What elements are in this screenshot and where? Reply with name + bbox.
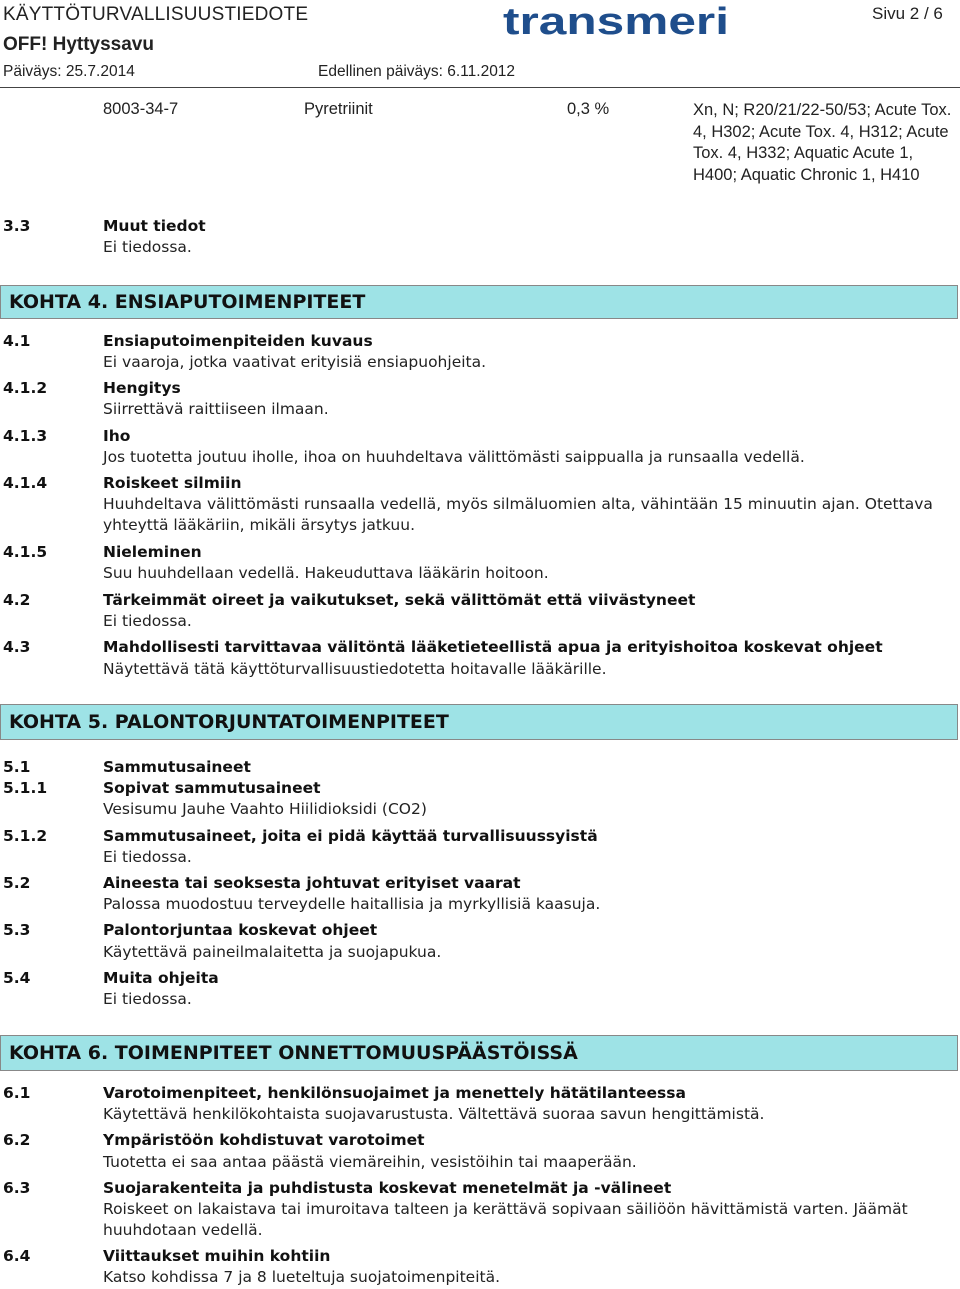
section-text: Tuotetta ei saa antaa päästä viemäreihin, vesistöihin tai maaperään. [103, 1153, 637, 1171]
ingredient-cas: 8003-34-7 [103, 100, 179, 118]
section-number: 5.1.1 [3, 779, 48, 797]
section-number: 4.1 [3, 332, 31, 350]
section-text: Käytettävä henkilökohtaista suojavarustusta. Vältettävä suoraa savun hengittämistä. [103, 1105, 765, 1123]
section-number: 4.2 [3, 591, 31, 609]
section-label: Aineesta tai seoksesta johtuvat erityiset vaarat [103, 874, 521, 892]
section-text: Ei tiedossa. [103, 990, 192, 1008]
section-text: Jos tuotetta joutuu iholle, ihoa on huuhdeltava välittömästi saippualla ja runsaalla vedellä. [103, 448, 805, 466]
section-number: 5.2 [3, 874, 31, 892]
section-number: 5.1.2 [3, 827, 48, 845]
section-label: Nieleminen [103, 543, 202, 561]
section-number: 4.1.3 [3, 427, 48, 445]
section-label: Suojarakenteita ja puhdistusta koskevat menetelmät ja -välineet [103, 1179, 672, 1197]
section-text: Huuhdeltava välittömästi runsaalla vedellä, myös silmäluomien alta, vähintään 15 minuutin ajan. Otettava yhteyttä lääkäriin, mikäli ärsytys jatkuu. [103, 495, 933, 534]
section-label: Tärkeimmät oireet ja vaikutukset, sekä välittömät että viivästyneet [103, 591, 696, 609]
section-label: Palontorjuntaa koskevat ohjeet [103, 921, 378, 939]
section-text: Ei tiedossa. [103, 612, 192, 630]
ingredient-classification: Xn, N; R20/21/22-50/53; Acute Tox. 4, H302; Acute Tox. 4, H312; Acute Tox. 4, H332; Aquatic Acute 1, H400; Aquatic Chronic 1, H410 [693, 101, 952, 184]
section-label: Muut tiedot [103, 217, 206, 235]
section-number: 4.1.5 [3, 543, 48, 561]
page-number: Sivu 2 / 6 [872, 4, 943, 23]
document-title: KÄYTTÖTURVALLISUUSTIEDOTE [3, 4, 309, 25]
section-label: Ensiaputoimenpiteiden kuvaus [103, 332, 373, 350]
section-text: Käytettävä paineilmalaitetta ja suojapukua. [103, 943, 442, 961]
section-label: Sopivat sammutusaineet [103, 779, 321, 797]
section-label: Hengitys [103, 379, 181, 397]
section-label: Ympäristöön kohdistuvat varotoimet [103, 1131, 425, 1149]
section-text: Roiskeet on lakaistava tai imuroitava talteen ja kerättävä sopivaan säiliöön hävittämistä varten. Jäämät huuhdotaan vedellä. [103, 1200, 908, 1239]
section-number: 4.1.4 [3, 474, 48, 492]
section-6-banner [0, 1035, 958, 1071]
section-label: Varotoimenpiteet, henkilönsuojaimet ja menettely hätätilanteessa [103, 1084, 686, 1102]
section-number: 5.4 [3, 969, 31, 987]
previous-date: Edellinen päiväys: 6.11.2012 [318, 63, 516, 80]
section-label: Iho [103, 427, 131, 445]
section-label: Mahdollisesti tarvittavaa välitöntä lääketieteellistä apua ja erityishoitoa koskevat ohjeet [103, 638, 883, 656]
section-label: Viittaukset muihin kohtiin [103, 1247, 331, 1265]
section-label: Muita ohjeita [103, 969, 219, 987]
section-5-title: KOHTA 5. PALONTORJUNTATOIMENPITEET [9, 711, 449, 733]
section-text: Ei tiedossa. [103, 848, 192, 866]
section-text: Siirrettävä raittiiseen ilmaan. [103, 400, 329, 418]
section-number: 6.4 [3, 1247, 31, 1265]
section-number: 6.2 [3, 1131, 31, 1149]
section-label: Sammutusaineet, joita ei pidä käyttää turvallisuussyistä [103, 827, 598, 845]
header-divider [0, 87, 960, 88]
section-5-banner [0, 704, 958, 740]
section-number: 3.3 [3, 217, 31, 235]
section-text: Ei tiedossa. [103, 238, 192, 256]
product-name: OFF! Hyttyssavu [3, 34, 154, 55]
section-6-title: KOHTA 6. TOIMENPITEET ONNETTOMUUSPÄÄSTÖISSÄ [9, 1042, 578, 1064]
section-text: Ei vaaroja, jotka vaativat erityisiä ensiapuohjeita. [103, 353, 487, 371]
section-text: Näytettävä tätä käyttöturvallisuustiedotetta hoitavalle lääkärille. [103, 660, 607, 678]
ingredient-concentration: 0,3 % [567, 100, 610, 118]
section-text: Suu huuhdellaan vedellä. Hakeuduttava lääkärin hoitoon. [103, 564, 549, 582]
section-text: Vesisumu Jauhe Vaahto Hiilidioksidi (CO2) [103, 800, 427, 818]
logo-text: transmeri [503, 6, 729, 38]
section-label: Roiskeet silmiin [103, 474, 242, 492]
transmeri-logo [503, 6, 729, 38]
section-number: 5.3 [3, 921, 31, 939]
page-header [0, 0, 960, 88]
section-text: Palossa muodostuu terveydelle haitallisia ja myrkyllisiä kaasuja. [103, 895, 601, 913]
section-number: 5.1 [3, 758, 31, 776]
section-number: 4.1.2 [3, 379, 48, 397]
section-number: 6.3 [3, 1179, 31, 1197]
section-4-banner [0, 285, 958, 319]
section-4-title: KOHTA 4. ENSIAPUTOIMENPITEET [9, 291, 366, 313]
section-text: Katso kohdissa 7 ja 8 lueteltuja suojatoimenpiteitä. [103, 1268, 501, 1286]
section-number: 6.1 [3, 1084, 31, 1102]
section-label: Sammutusaineet [103, 758, 251, 776]
ingredient-name: Pyretriinit [304, 100, 373, 118]
section-number: 4.3 [3, 638, 31, 656]
issue-date: Päiväys: 25.7.2014 [3, 63, 135, 80]
